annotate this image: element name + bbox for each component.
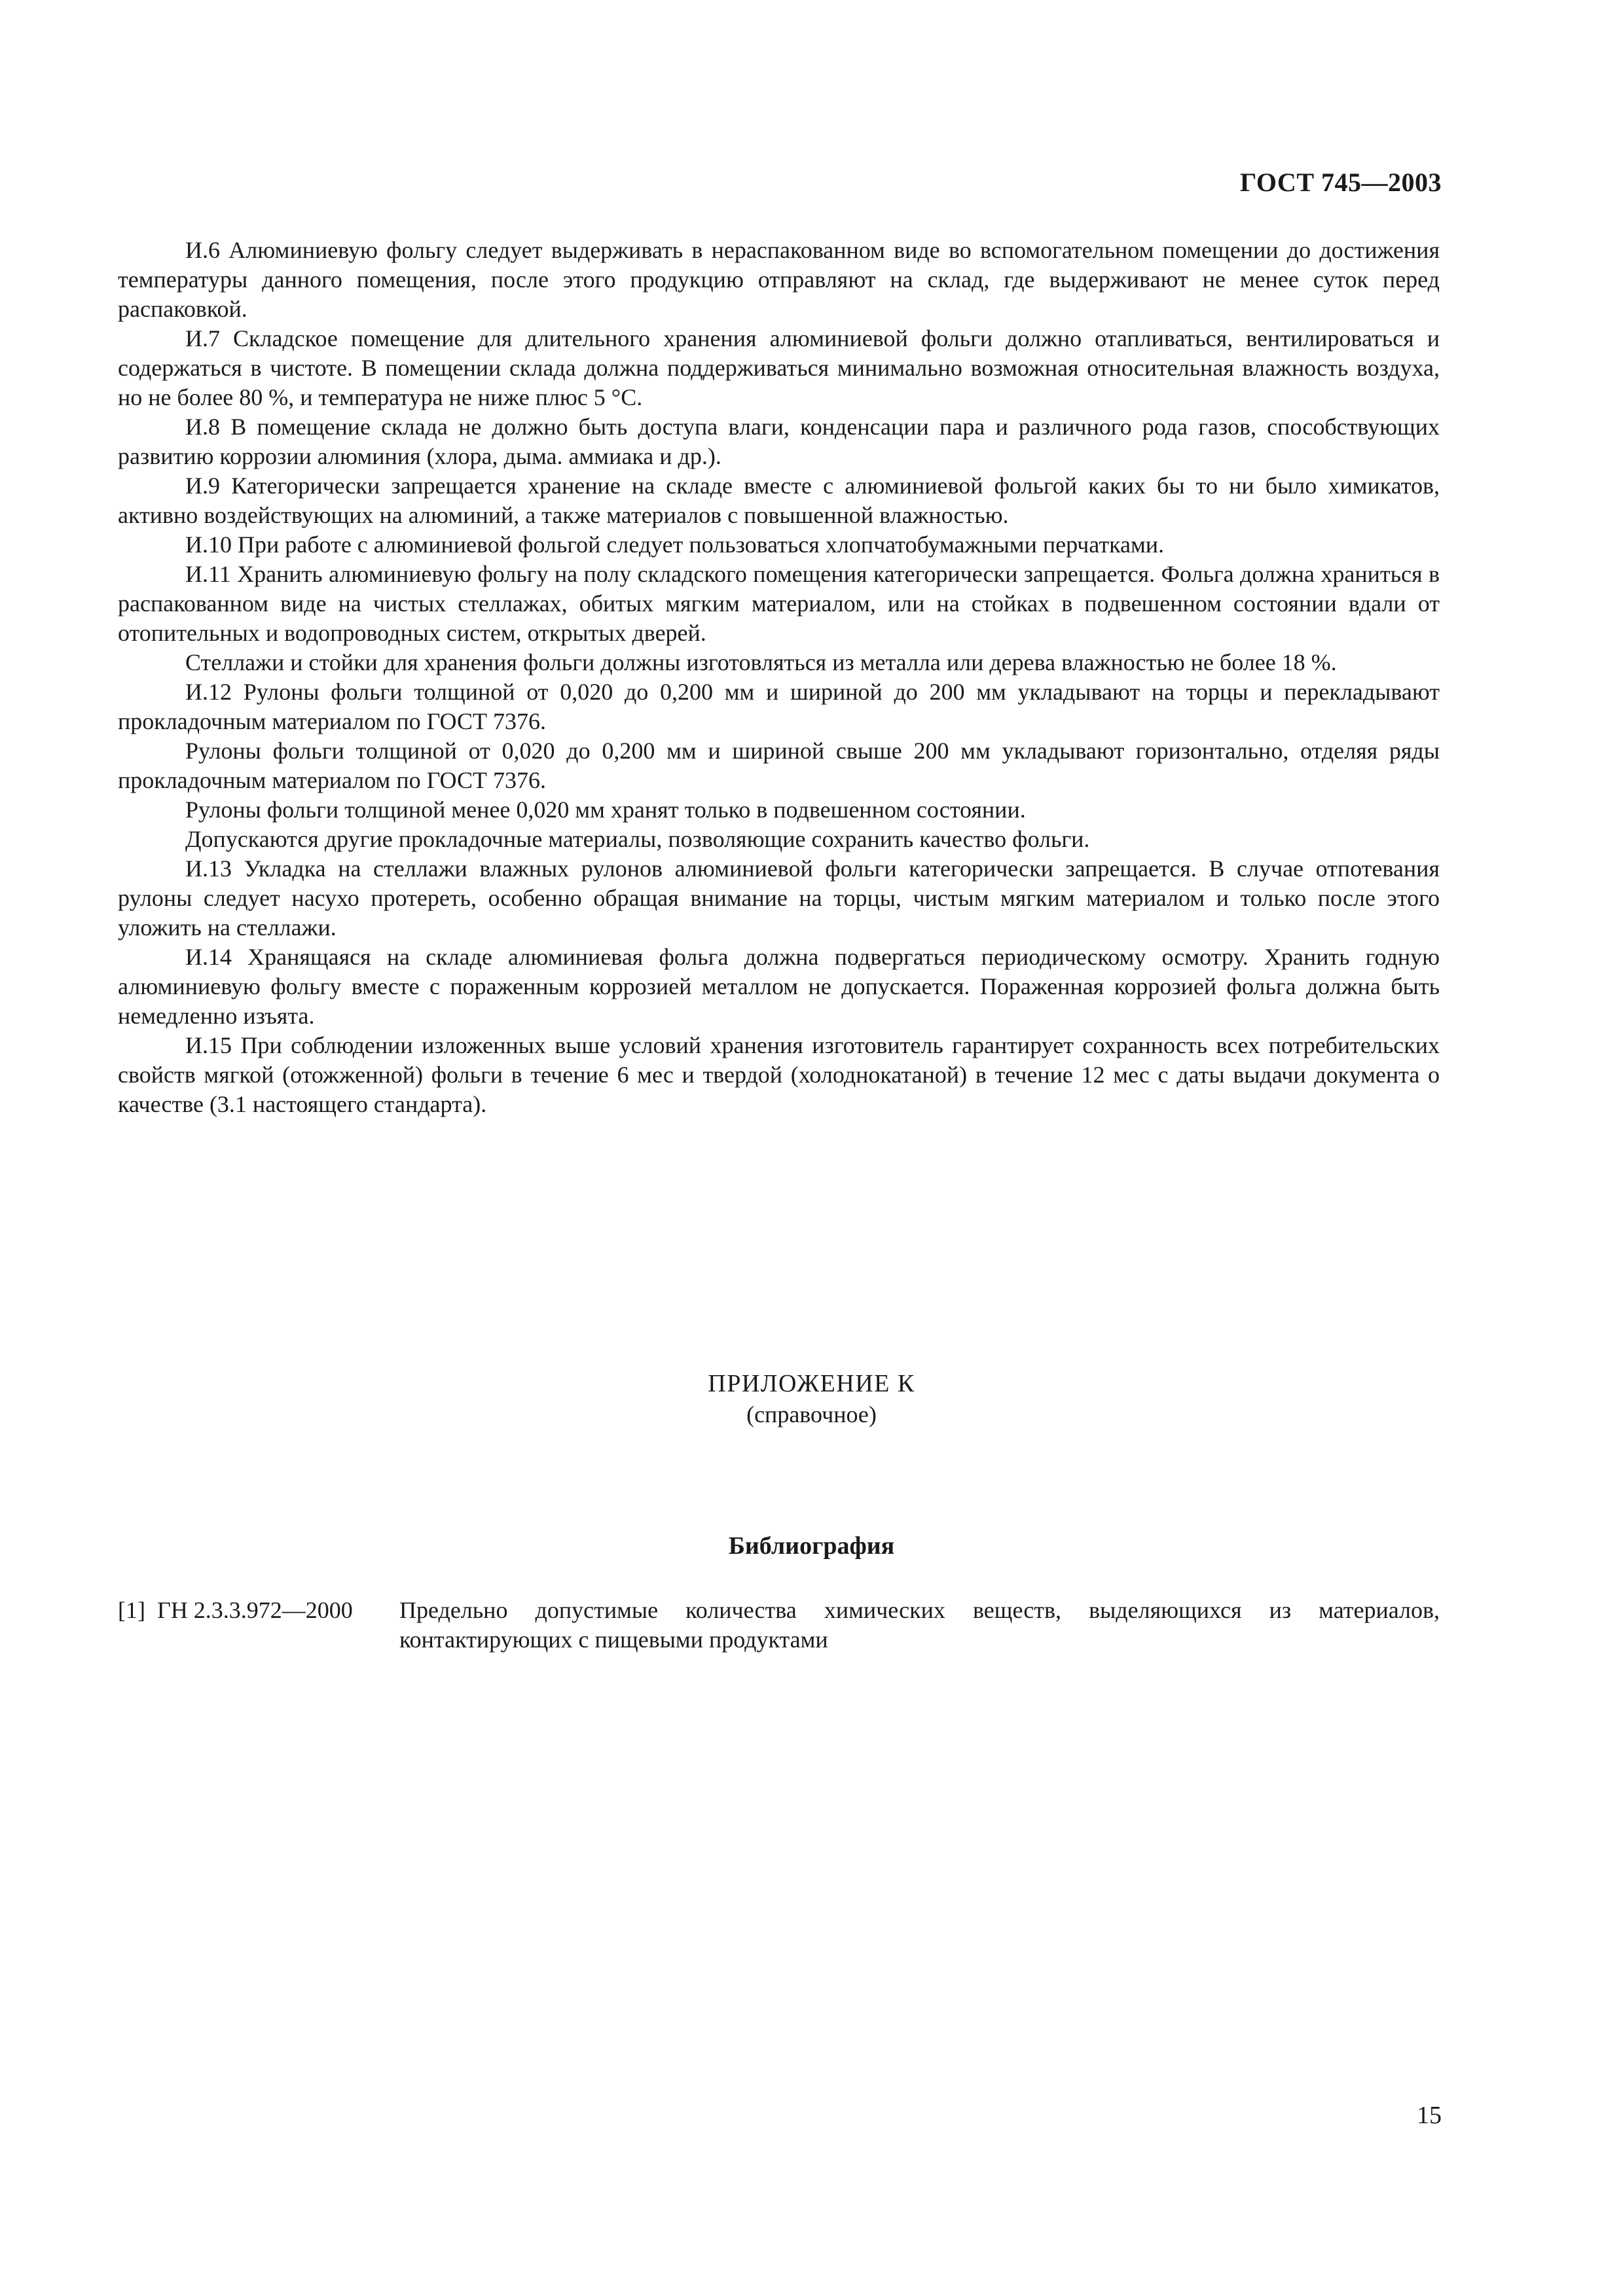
paragraph-i12: И.12 Рулоны фольги толщиной от 0,020 до 0,200 мм и шириной до 200 мм укладывают на торцы и перекладывают прокладочным материалом по ГОСТ 7376. [118, 679, 1440, 734]
bibliography-title: Библиография [728, 1532, 895, 1560]
page-number: 15 [1417, 2102, 1442, 2129]
paragraph-i12-thin: Рулоны фольги толщиной менее 0,020 мм хранят только в подвешенном состоянии. [185, 797, 1026, 823]
paragraph-i8: И.8 В помещение склада не должно быть доступа влаги, конденсации пара и различного рода газов, способствующих развитию коррозии алюминия (хлора, дыма. аммиака и др.). [118, 414, 1440, 469]
bibliography-entry-number: [1] [118, 1597, 145, 1623]
paragraph-i7: И.7 Складское помещение для длительного хранения алюминиевой фольги должно отапливаться, вентилироваться и содержаться в чистоте. В помещении склада должна поддерживаться минимально возможная относительная влажность воздуха, но не более 80 %, и температура не ниже плюс 5 °С. [118, 325, 1440, 410]
paragraph-i12-other: Допускаются другие прокладочные материалы, позволяющие сохранить качество фольги. [185, 826, 1090, 852]
paragraph-i9: И.9 Категорически запрещается хранение на складе вместе с алюминиевой фольгой каких бы то ни было химикатов, активно воздействующих на алюминий, а также материалов с повышенной влажностью. [118, 473, 1440, 528]
appendix-title: ПРИЛОЖЕНИЕ К [708, 1370, 915, 1397]
bibliography-entry-code: ГН 2.3.3.972—2000 [157, 1597, 353, 1623]
paragraph-i14: И.14 Хранящаяся на складе алюминиевая фольга должна подвергаться периодическому осмотру. Хранить годную алюминиевую фольгу вместе с пораженным коррозией металлом не допускается. Пораженная коррозией фольга должна быть немедленно изъята. [118, 944, 1440, 1029]
paragraph-i15: И.15 При соблюдении изложенных выше условий хранения изготовитель гарантирует сохранность всех потребительских свойств мягкой (отожженной) фольги в течение 6 мес и твердой (холоднокатаной) в течение 12 мес с даты выдачи документа о качестве (3.1 настоящего стандарта). [118, 1032, 1440, 1117]
main-text [118, 236, 1440, 1119]
paragraph-i12-wide: Рулоны фольги толщиной от 0,020 до 0,200 мм и шириной свыше 200 мм укладывают горизонтально, отделяя ряды прокладочным материалом по ГОСТ 7376. [118, 738, 1440, 793]
bibliography-entry [118, 1596, 1440, 1655]
bibliography-entry-text: Предельно допустимые количества химических веществ, выделяющихся из материалов, контактирующих с пищевыми продуктами [399, 1597, 1440, 1653]
document-header: ГОСТ 745—2003 [1239, 168, 1442, 197]
paragraph-i11-racks: Стеллажи и стойки для хранения фольги должны изготовляться из металла или дерева влажностью не более 18 %. [185, 649, 1337, 675]
paragraph-i6: И.6 Алюминиевую фольгу следует выдерживать в нераспакованном виде во вспомогательном помещении до достижения температуры данного помещения, после этого продукцию отправляют на склад, где выдерживают не менее суток перед распаковкой. [118, 237, 1440, 322]
appendix-subtitle: (справочное) [746, 1401, 877, 1427]
paragraph-i13: И.13 Укладка на стеллажи влажных рулонов алюминиевой фольги категорически запрещается. В случае отпотевания рулоны следует насухо протереть, особенно обращая внимание на торцы, чистым мягким материалом и только после этого уложить на стеллажи. [118, 855, 1440, 941]
paragraph-i10: И.10 При работе с алюминиевой фольгой следует пользоваться хлопчатобумажными перчатками. [185, 531, 1165, 558]
paragraph-i11: И.11 Хранить алюминиевую фольгу на полу складского помещения категорически запрещается. Фольга должна храниться в распакованном виде на чистых стеллажах, обитых мягким материалом, или на стойках в подвешенном состоянии вдали от отопительных и водопроводных систем, открытых дверей. [118, 561, 1440, 646]
